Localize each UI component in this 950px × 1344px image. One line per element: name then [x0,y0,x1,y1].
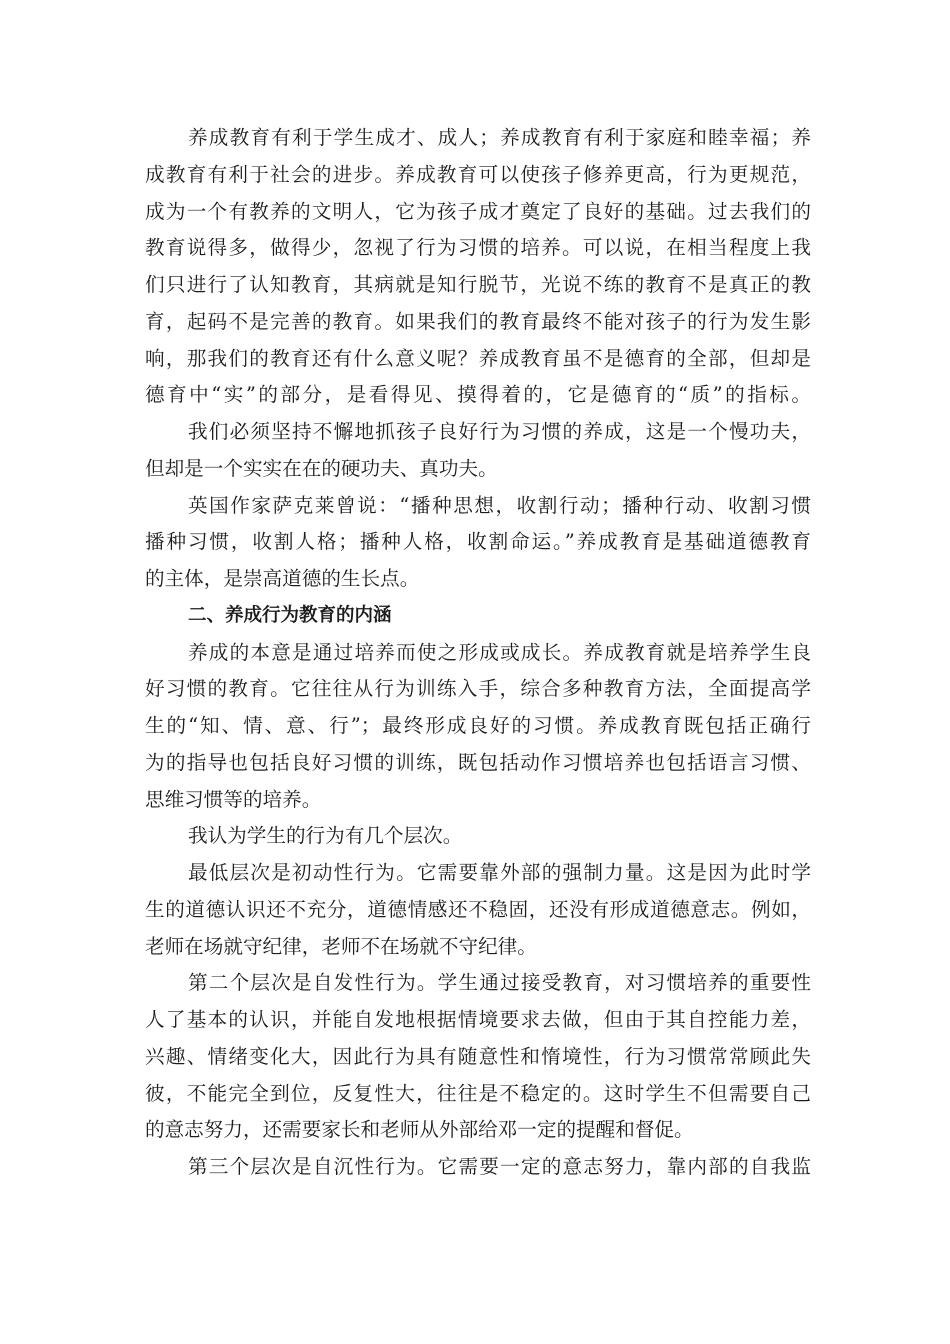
text-line: 播种习惯，收割人格；播种人格，收割命运。”养成教育是基础道德教育 [145,530,811,554]
text-line: 的意志努力，还需要家长和老师从外部给邓一定的提醒和督促。 [145,1118,694,1142]
text-line: 人了基本的认识，并能自发地根据情境要求去做，但由于其自控能力差， [145,1008,811,1031]
text-line: 的主体，是崇高道德的生长点。 [145,567,420,590]
text-line: 育，起码不是完善的教育。如果我们的教育最终不能对孩子的行为发生影 [145,309,811,333]
text-line: 彼，不能完全到位，反复性大，往往是不稳定的。这时学生不但需要自己 [145,1081,811,1105]
text-line: 老师在场就守纪律，老师不在场就不守纪律。 [145,934,537,958]
text-line: 德育中“实”的部分，是看得见、摸得着的，它是德育的“质”的指标。 [145,383,811,407]
text-line: 生的“知、情、意、行”；最终形成良好的习惯。养成教育既包括正确行 [145,714,811,737]
text-line: 最低层次是初动性行为。它需要靠外部的强制力量。这是因为此时学 [188,861,811,884]
text-line: 养成教育有利于学生成才、成人；养成教育有利于家庭和睦幸福；养 [188,126,811,149]
text-line: 教育说得多，做得少，忽视了行为习惯的培养。可以说，在相当程度上我 [145,236,811,260]
text-line: 生的道德认识还不充分，道德情感还不稳固，还没有形成道德意志。例如， [145,897,811,921]
text-line: 成教育有利于社会的进步。养成教育可以使孩子修养更高，行为更规范， [145,162,811,186]
text-line: 成为一个有教养的文明人，它为孩子成才奠定了良好的基础。过去我们的 [145,199,811,223]
section-heading: 二、养成行为教育的内涵 [188,604,392,626]
text-line: 响，那我们的教育还有什么意义呢？养成教育虽不是德育的全部，但却是 [145,346,811,370]
text-line: 英国作家萨克莱曾说：“播种思想，收割行动；播种行动、收割习惯 [188,493,811,517]
text-line: 我们必须坚持不懈地抓孩子良好行为习惯的养成，这是一个慢功夫， [188,420,811,443]
text-line: 思维习惯等的培养。 [145,787,322,811]
text-line: 为的指导也包括良好习惯的训练，既包括动作习惯培养也包括语言习惯、 [145,750,811,774]
text-line: 我认为学生的行为有几个层次。 [188,824,463,848]
text-line: 养成的本意是通过培养而使之形成或成长。养成教育就是培养学生良 [188,640,811,664]
text-line: 但却是一个实实在在的硬功夫、真功夫。 [145,456,498,480]
text-line: 兴趣、情绪变化大，因此行为具有随意性和惰境性，行为习惯常常顾此失 [145,1044,811,1068]
text-line: 好习惯的教育。它往往从行为训练入手，综合多种教育方法，全面提高学 [145,677,811,701]
text-line: 们只进行了认知教育，其病就是知行脱节，光说不练的教育不是真正的教 [145,273,811,296]
text-line: 第三个层次是自沉性行为。它需要一定的意志努力，靠内部的自我监 [188,1155,811,1178]
text-line: 第二个层次是自发性行为。学生通过接受教育，对习惯培养的重要性 [188,971,811,995]
